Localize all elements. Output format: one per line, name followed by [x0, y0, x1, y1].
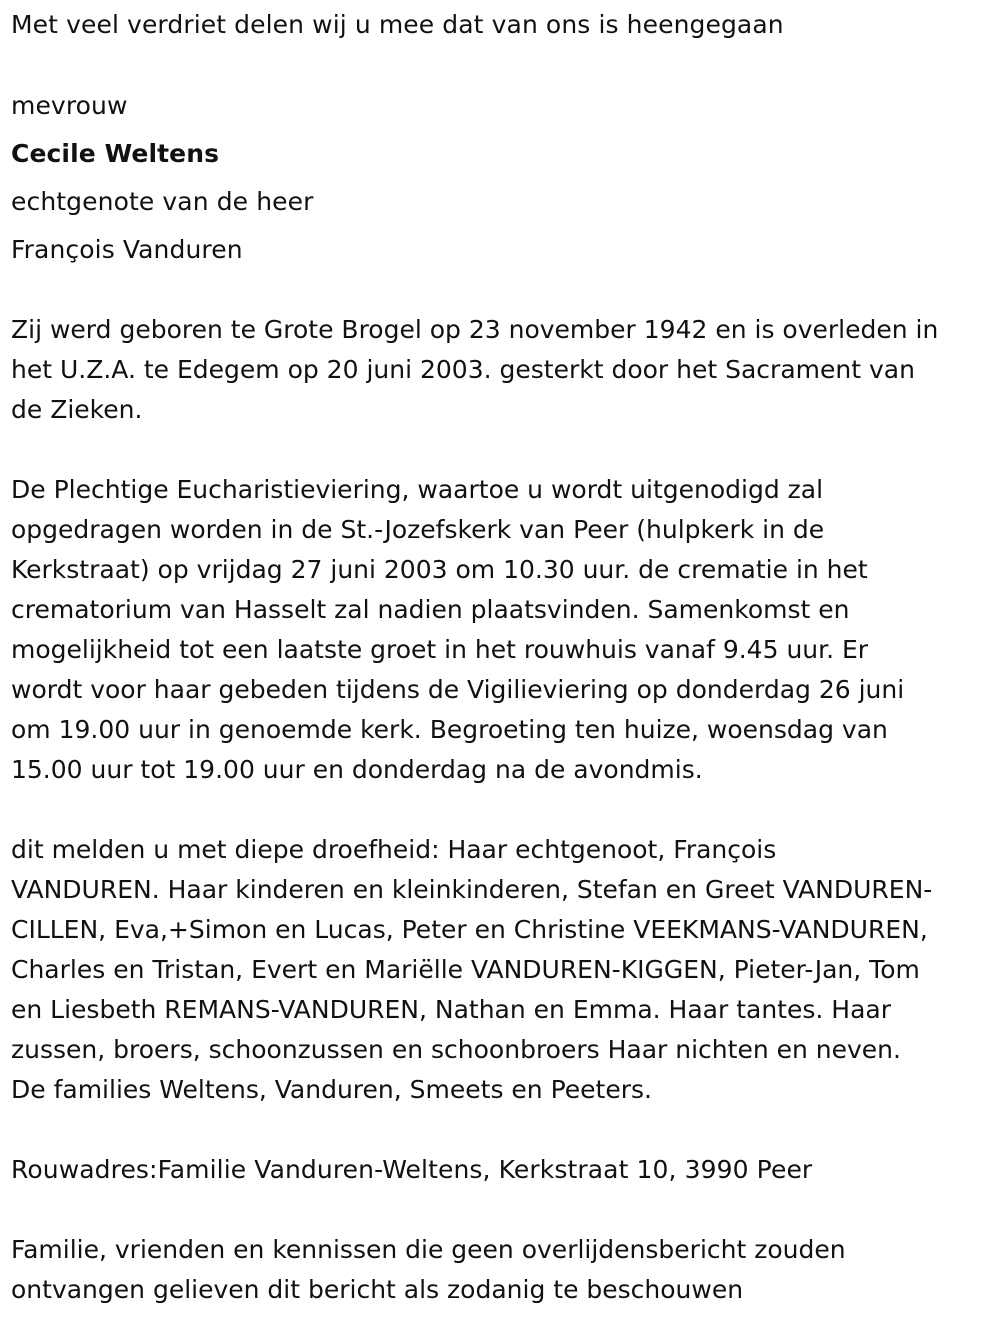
paragraph-line: Familie, vrienden en kennissen die geen overlijdensbericht zouden [11, 1235, 846, 1264]
paragraph-line: opgedragen worden in de St.-Jozefskerk van Peer (hulpkerk in de [11, 515, 825, 544]
paragraph-line: het U.Z.A. te Edegem op 20 juni 2003. gesterkt door het Sacrament van [11, 355, 915, 384]
paragraph-line: dit melden u met diepe droefheid: Haar echtgenoot, François [11, 835, 777, 864]
paragraph-line: Charles en Tristan, Evert en Mariëlle VANDUREN-KIGGEN, Pieter-Jan, Tom [11, 955, 920, 984]
birth-death-paragraph [11, 310, 996, 430]
intro-text: Met veel verdriet delen wij u mee dat van ons is heengegaan [11, 10, 784, 39]
paragraph-line: ontvangen gelieven dit bericht als zodanig te beschouwen [11, 1275, 744, 1304]
closing-paragraph [11, 1230, 996, 1310]
paragraph-line: de Zieken. [11, 395, 143, 424]
paragraph-line: crematorium van Hasselt zal nadien plaatsvinden. Samenkomst en [11, 595, 850, 624]
paragraph-line: zussen, broers, schoonzussen en schoonbroers Haar nichten en neven. [11, 1035, 901, 1064]
salutation: mevrouw [11, 91, 128, 120]
spouse-name: François Vanduren [11, 235, 243, 264]
paragraph-line: wordt voor haar gebeden tijdens de Vigilieviering op donderdag 26 juni [11, 675, 905, 704]
paragraph-line: mogelijkheid tot een laatste groet in het rouwhuis vanaf 9.45 uur. Er [11, 635, 869, 664]
deceased-name: Cecile Weltens [11, 139, 220, 168]
paragraph-line: De Plechtige Eucharistieviering, waartoe u wordt uitgenodigd zal [11, 475, 824, 504]
ceremony-paragraph [11, 470, 996, 790]
paragraph-line: CILLEN, Eva,+Simon en Lucas, Peter en Christine VEEKMANS-VANDUREN, [11, 915, 928, 944]
family-paragraph [11, 830, 996, 1110]
mourning-address: Rouwadres:Familie Vanduren-Weltens, Kerkstraat 10, 3990 Peer [11, 1155, 813, 1184]
paragraph-line: 15.00 uur tot 19.00 uur en donderdag na de avondmis. [11, 755, 703, 784]
relation-text: echtgenote van de heer [11, 187, 314, 216]
paragraph-line: VANDUREN. Haar kinderen en kleinkinderen, Stefan en Greet VANDUREN- [11, 875, 933, 904]
paragraph-line: Kerkstraat) op vrijdag 27 juni 2003 om 10.30 uur. de crematie in het [11, 555, 868, 584]
paragraph-line: Zij werd geboren te Grote Brogel op 23 november 1942 en is overleden in [11, 315, 939, 344]
paragraph-line: De families Weltens, Vanduren, Smeets en Peeters. [11, 1075, 652, 1104]
paragraph-line: om 19.00 uur in genoemde kerk. Begroeting ten huize, woensdag van [11, 715, 888, 744]
paragraph-line: en Liesbeth REMANS-VANDUREN, Nathan en Emma. Haar tantes. Haar [11, 995, 891, 1024]
